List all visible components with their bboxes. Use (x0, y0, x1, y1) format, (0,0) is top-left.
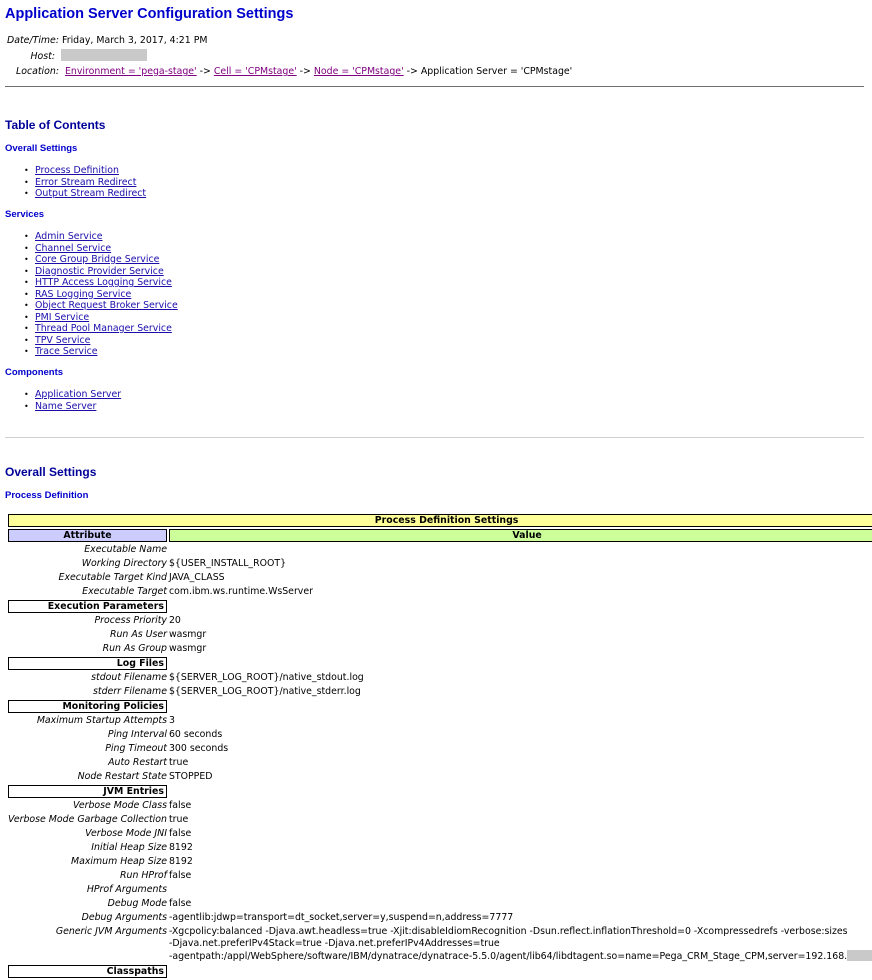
attr-value: false (168, 800, 192, 811)
attr-value: wasmgr (168, 643, 207, 654)
table-row (8, 771, 872, 783)
table-row (8, 912, 872, 924)
list-item (24, 289, 178, 301)
divider (5, 86, 864, 87)
table-row (8, 926, 872, 963)
table-row (8, 856, 872, 868)
attr-label: Process Priority (94, 615, 167, 626)
toc-link-http-access-logging-service[interactable]: HTTP Access Logging Service (35, 277, 172, 288)
attr-label: Executable Target Kind (58, 572, 167, 583)
attr-label: Verbose Mode Class (72, 800, 167, 811)
table-row (8, 800, 872, 812)
bullet-icon: • (24, 312, 29, 322)
bullet-icon: • (24, 166, 29, 175)
bullet-icon: • (24, 335, 29, 345)
table-title: Process Definition Settings (8, 514, 872, 527)
attr-value: false (168, 828, 192, 839)
list-item (24, 243, 178, 255)
jvm-arg-line: -Djava.net.preferIPv4Stack=true -Djava.net.preferIPv4Addresses=true (168, 938, 500, 949)
table-row (8, 884, 872, 896)
attr-value: -agentlib:jdwp=transport=dt_socket,server=y,suspend=n,address=7777 (168, 912, 514, 923)
location-server: Application Server = 'CPMstage' (420, 66, 573, 77)
bullet-icon: • (24, 255, 29, 264)
toc-link-ras-logging-service[interactable]: RAS Logging Service (35, 288, 132, 300)
toc-link-channel-service[interactable]: Channel Service (35, 242, 112, 254)
attr-value: 3 (168, 715, 175, 726)
list-item (24, 323, 178, 335)
page-title: Application Server Configuration Settings (5, 6, 294, 22)
location-node-link[interactable]: Node = 'CPMstage' (313, 66, 404, 77)
table-row (8, 814, 872, 826)
toc-link-diagnostic-provider-service[interactable]: Diagnostic Provider Service (35, 265, 164, 277)
attr-value-generic-jvm-arguments (169, 926, 872, 963)
divider (5, 437, 864, 438)
toc-link-pmi-service[interactable]: PMI Service (35, 311, 90, 323)
location-arrow: -> (406, 66, 418, 77)
location-cell-link[interactable]: Cell = 'CPMstage' (213, 66, 297, 77)
attr-label: HProf Arguments (86, 884, 167, 895)
list-item (24, 254, 178, 266)
list-item (24, 165, 146, 177)
list-item (24, 312, 178, 324)
attr-value: com.ibm.ws.runtime.WsServer (168, 586, 313, 597)
section-header-execution-parameters: Execution Parameters (8, 600, 167, 613)
table-row (8, 828, 872, 840)
attr-value: ${USER_INSTALL_ROOT} (168, 558, 287, 569)
datetime-value: Friday, March 3, 2017, 4:21 PM (62, 35, 208, 46)
datetime-row (5, 33, 865, 49)
list-item (24, 401, 121, 413)
list-item (24, 177, 146, 189)
attr-label: Ping Timeout (105, 743, 167, 754)
table-row (8, 558, 872, 570)
attr-label: Maximum Startup Attempts (36, 715, 167, 726)
toc-list-components (24, 389, 121, 412)
process-definition-table (6, 512, 872, 980)
bullet-icon: • (24, 232, 29, 241)
attr-value: 20 (168, 615, 181, 626)
column-header-attribute: Attribute (8, 529, 167, 542)
table-row (8, 615, 872, 627)
toc-group-heading-components: Components (5, 367, 64, 378)
table-row (8, 629, 872, 641)
table-row (8, 842, 872, 854)
list-item (24, 266, 178, 278)
table-row (8, 757, 872, 769)
attr-label: Verbose Mode Garbage Collection (8, 814, 167, 825)
bullet-icon: • (24, 390, 29, 399)
attr-label: Executable Target (82, 586, 167, 597)
toc-link-trace-service[interactable]: Trace Service (35, 346, 98, 357)
attr-value: ${SERVER_LOG_ROOT}/native_stdout.log (168, 672, 364, 683)
attr-label: Run As Group (102, 643, 167, 654)
section-header-monitoring-policies: Monitoring Policies (8, 700, 167, 713)
location-arrow: -> (299, 66, 311, 77)
attr-value: JAVA_CLASS (168, 572, 225, 583)
location-arrow: -> (199, 66, 211, 77)
table-row (8, 672, 872, 684)
toc-list-services (24, 231, 178, 358)
attr-value: STOPPED (168, 771, 213, 782)
table-row (8, 643, 872, 655)
attr-value: true (168, 757, 189, 768)
toc-link-admin-service[interactable]: Admin Service (35, 231, 103, 242)
attr-value: false (168, 870, 192, 881)
toc-link-application-server[interactable]: Application Server (35, 389, 122, 400)
table-row (8, 898, 872, 910)
table-row (8, 743, 872, 755)
overall-settings-heading: Overall Settings (5, 465, 97, 479)
ip-redacted (847, 950, 872, 961)
bullet-icon: • (24, 324, 29, 333)
list-item (24, 188, 146, 200)
bullet-icon: • (24, 243, 29, 253)
attr-label: Ping Interval (107, 729, 167, 740)
toc-link-error-stream-redirect[interactable]: Error Stream Redirect (35, 176, 137, 188)
attr-value: 60 seconds (168, 729, 223, 740)
toc-link-process-definition[interactable]: Process Definition (35, 165, 119, 176)
toc-link-core-group-bridge-service[interactable]: Core Group Bridge Service (35, 254, 160, 265)
column-header-value: Value (169, 529, 872, 542)
bullet-icon: • (24, 278, 29, 287)
attr-label: stderr Filename (93, 686, 167, 697)
attr-label: Debug Mode (107, 898, 167, 909)
attr-value: true (168, 814, 189, 825)
list-item (24, 277, 178, 289)
attr-value (169, 544, 872, 556)
attr-label: Run As User (109, 629, 167, 640)
attr-label: Run HProf (119, 870, 167, 881)
toc-group-heading-services: Services (5, 209, 45, 220)
toc-link-object-request-broker-service[interactable]: Object Request Broker Service (35, 300, 178, 311)
table-row (8, 729, 872, 741)
attr-label: Executable Name (84, 544, 167, 555)
bullet-icon: • (24, 177, 29, 187)
toc-link-thread-pool-manager-service[interactable]: Thread Pool Manager Service (35, 323, 172, 334)
attr-value: 8192 (168, 856, 193, 867)
bullet-icon: • (24, 289, 29, 299)
section-header-log-files: Log Files (8, 657, 167, 670)
bullet-icon: • (24, 266, 29, 276)
attr-label: Maximum Heap Size (71, 856, 167, 867)
toc-link-name-server[interactable]: Name Server (35, 400, 97, 412)
attr-value: 300 seconds (168, 743, 229, 754)
list-item (24, 335, 178, 347)
location-row (5, 64, 865, 80)
attr-label: Node Restart State (77, 771, 167, 782)
jvm-arg-line (169, 950, 872, 963)
toc-link-tpv-service[interactable]: TPV Service (35, 334, 91, 346)
toc-list-overall (24, 165, 146, 200)
bullet-icon: • (24, 347, 29, 356)
list-item (24, 346, 178, 358)
attr-label: Working Directory (81, 558, 167, 569)
section-header-jvm-entries: JVM Entries (8, 785, 167, 798)
attr-label: Generic JVM Arguments (55, 926, 167, 937)
section-header-classpaths: Classpaths (8, 965, 167, 978)
table-row (8, 586, 872, 598)
list-item (24, 389, 121, 401)
table-row (8, 572, 872, 584)
attr-label: stdout Filename (91, 672, 167, 683)
attr-value: false (168, 898, 192, 909)
list-item (24, 231, 178, 243)
host-label: Host: (30, 50, 55, 62)
attr-value: ${SERVER_LOG_ROOT}/native_stderr.log (168, 686, 361, 697)
location-label: Location: (16, 66, 59, 77)
toc-heading: Table of Contents (5, 118, 106, 132)
jvm-arg-line: -Xgcpolicy:balanced -Djava.awt.headless=true -Xjit:disableIdiomRecognition -Dsun.reflect.inflationThreshold=0 -Xcompressedrefs -verbose:sizes (168, 926, 848, 937)
attr-label: Initial Heap Size (91, 842, 167, 853)
bullet-icon: • (24, 301, 29, 310)
location-environment-link[interactable]: Environment = 'pega-stage' (64, 66, 197, 77)
table-row (8, 715, 872, 727)
bullet-icon: • (24, 189, 29, 198)
attr-value: wasmgr (168, 629, 207, 640)
table-row (8, 544, 872, 556)
attr-label: Debug Arguments (81, 912, 167, 923)
toc-link-output-stream-redirect[interactable]: Output Stream Redirect (35, 188, 147, 199)
report-meta (5, 33, 865, 80)
bullet-icon: • (24, 401, 29, 411)
datetime-label: Date/Time: (7, 35, 59, 46)
attr-value (169, 884, 872, 896)
host-row (5, 49, 865, 65)
host-redacted (61, 49, 147, 61)
attr-label: Verbose Mode JNI (85, 828, 167, 839)
table-row (8, 686, 872, 698)
process-definition-heading: Process Definition (5, 490, 89, 501)
attr-label: Auto Restart (108, 757, 167, 768)
attr-value: 8192 (168, 842, 193, 853)
jvm-arg-line-text: -agentpath:/appl/WebSphere/software/IBM/dynatrace/dynatrace-5.5.0/agent/lib64/libdtagent.so=name=Pega_CRM_Stage_CPM,server=192.168. (168, 951, 848, 962)
table-row (8, 870, 872, 882)
toc-group-heading-overall: Overall Settings (5, 143, 78, 154)
list-item (24, 300, 178, 312)
